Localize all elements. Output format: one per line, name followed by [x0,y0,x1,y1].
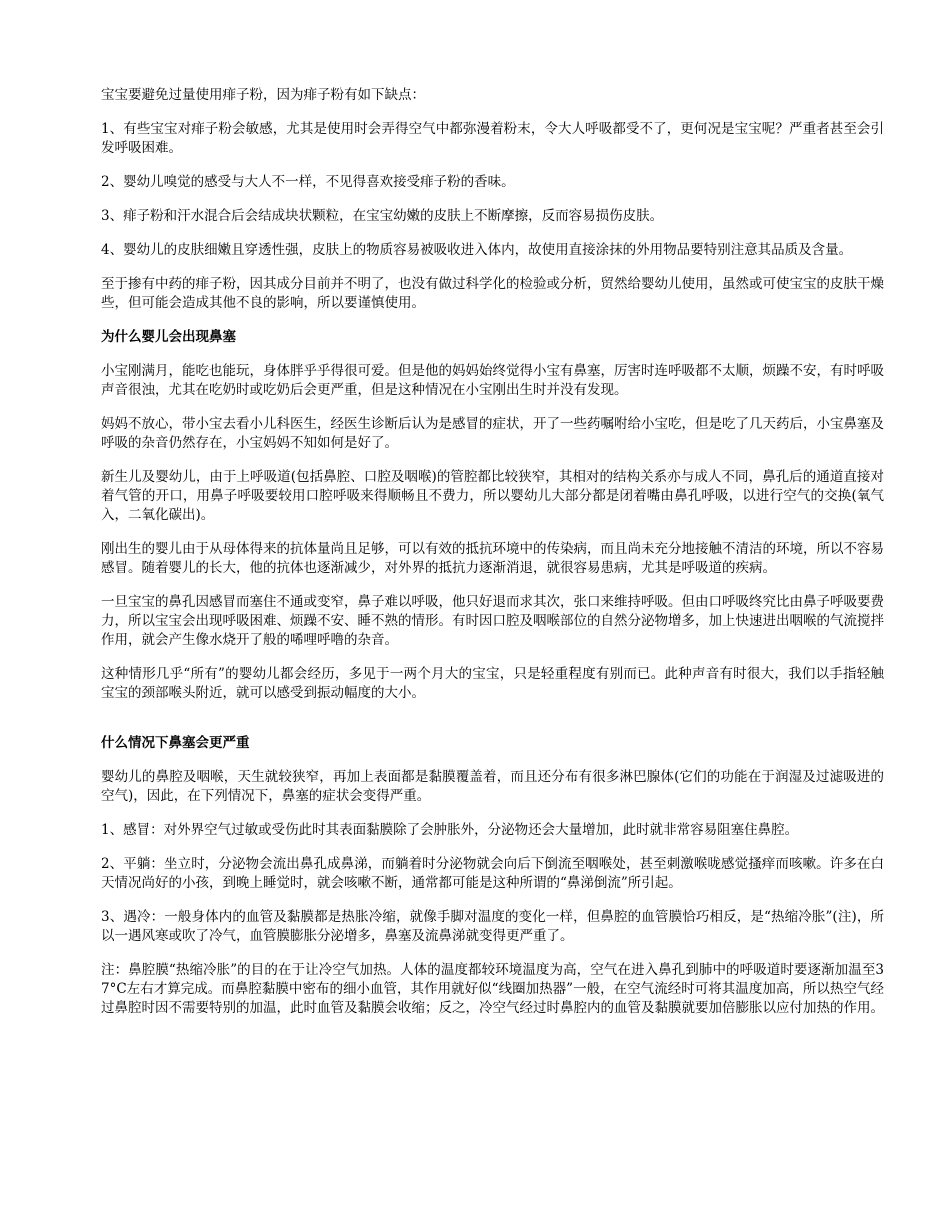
section1-paragraph-2: 妈妈不放心，带小宝去看小儿科医生，经医生诊断后认为是感冒的症状，开了一些药嘱咐给小宝吃，但是吃了几天药后，小宝鼻塞及呼吸的杂音仍然存在，小宝妈妈不知如何是好了。 [101,416,884,451]
section1-paragraph-4: 刚出生的婴儿由于从母体得来的抗体量尚且足够，可以有效的抵抗环境中的传染病，而且尚未充分地接触不清洁的环境，所以不容易感冒。随着婴儿的长大，他的抗体也逐渐减少，对外界的抵抗力逐渐消退，就很容易患病，尤其是呼吸道的疾病。 [101,541,884,576]
point-2: 2、婴幼儿嗅觉的感受与大人不一样，不见得喜欢接受痱子粉的香味。 [101,174,515,190]
section2-paragraph-2: 1、感冒：对外界空气过敏或受伤此时其表面黏膜除了会肿胀外，分泌物还会大量增加，此时就非常容易阻塞住鼻腔。 [101,822,799,838]
section2-paragraph-3: 2、平躺：坐立时，分泌物会流出鼻孔成鼻涕，而躺着时分泌物就会向后下倒流至咽喉处，甚至刺激喉咙感觉搔痒而咳嗽。许多在白天情况尚好的小孩，到晚上睡觉时，就会咳嗽不断，通常都可能是这种所谓的“鼻涕倒流”所引起。 [101,856,884,891]
section-heading-nasal-congestion: 为什么婴儿会出现鼻塞 [101,329,236,345]
point-4: 4、婴幼儿的皮肤细嫩且穿透性强，皮肤上的物质容易被吸收进入体内，故使用直接涂抹的外用物品要特别注意其品质及含量。 [101,242,853,258]
section2-note-paragraph: 注：鼻腔膜“热缩冷胀”的目的在于让冷空气加热。人体的温度都较环境温度为高，空气在进入鼻孔到肺中的呼吸道时要逐渐加温至37°C左右才算完成。而鼻腔黏膜中密布的细小血管，其作用就好似“线圈加热器”一般，在空气流经时可将其温度加高，所以热空气经过鼻腔时因不需要特别的加温，此时血管及黏膜会收缩；反之，冷空气经过时鼻腔内的血管及黏膜就要加倍膨胀以应付加热的作用。 [101,962,884,1016]
section-spacer [101,718,884,734]
intro-paragraph: 宝宝要避免过量使用痱子粉，因为痱子粉有如下缺点： [101,87,425,103]
section-heading-worse-conditions: 什么情况下鼻塞会更严重 [101,735,250,751]
section2-paragraph-1: 婴幼儿的鼻腔及咽喉，天生就较狭窄，再加上表面都是黏膜覆盖着，而且还分布有很多淋巴腺体(它们的功能在于润湿及过滤吸进的空气)，因此，在下列情况下，鼻塞的症状会变得严重。 [101,769,884,804]
section1-paragraph-5: 一旦宝宝的鼻孔因感冒而塞住不通或变窄，鼻子难以呼吸，他只好退而求其次，张口来维持呼吸。但由口呼吸终究比由鼻子呼吸要费力，所以宝宝会出现呼吸困难、烦躁不安、睡不熟的情形。有时因口腔及咽喉部位的自然分泌物增多，加上快速进出咽喉的气流搅拌作用，就会产生像水烧开了般的唏哩呼噜的杂音。 [101,594,884,648]
herbal-note-paragraph: 至于掺有中药的痱子粉，因其成分目前并不明了，也没有做过科学化的检验或分析，贸然给婴幼儿使用，虽然或可使宝宝的皮肤干燥些，但可能会造成其他不良的影响，所以要谨慎使用。 [101,276,884,311]
section1-paragraph-6: 这种情形几乎“所有”的婴幼儿都会经历，多见于一两个月大的宝宝，只是轻重程度有别而已。此种声音有时很大，我们以手指轻触宝宝的颈部喉头附近，就可以感受到振动幅度的大小。 [101,666,884,701]
point-3: 3、痱子粉和汗水混合后会结成块状颗粒，在宝宝幼嫩的皮肤上不断摩擦，反而容易损伤皮肤。 [101,208,664,224]
section1-paragraph-1: 小宝刚满月，能吃也能玩，身体胖乎乎得很可爱。但是他的妈妈始终觉得小宝有鼻塞，厉害时连呼吸都不太顺，烦躁不安，有时呼吸声音很浊，尤其在吃奶时或吃奶后会更严重，但是这种情况在小宝刚出生时并没有发现。 [101,363,884,398]
section2-paragraph-4: 3、遇冷：一般身体内的血管及黏膜都是热胀冷缩，就像手脚对温度的变化一样，但鼻腔的血管膜恰巧相反，是“热缩冷胀”(注)，所以一遇风寒或吹了冷气，血管膜膨胀分泌增多，鼻塞及流鼻涕就变得更严重了。 [101,909,884,944]
section1-paragraph-3: 新生儿及婴幼儿，由于上呼吸道(包括鼻腔、口腔及咽喉)的管腔都比较狭窄，其相对的结构关系亦与成人不同，鼻孔后的通道直接对着气管的开口，用鼻子呼吸要较用口腔呼吸来得顺畅且不费力，所以婴幼儿大部分都是闭着嘴由鼻孔呼吸，以进行空气的交换(氧气入，二氧化碳出)。 [101,469,884,523]
point-1: 1、有些宝宝对痱子粉会敏感，尤其是使用时会弄得空气中都弥漫着粉末，令大人呼吸都受不了，更何况是宝宝呢？严重者甚至会引发呼吸困难。 [101,121,884,156]
